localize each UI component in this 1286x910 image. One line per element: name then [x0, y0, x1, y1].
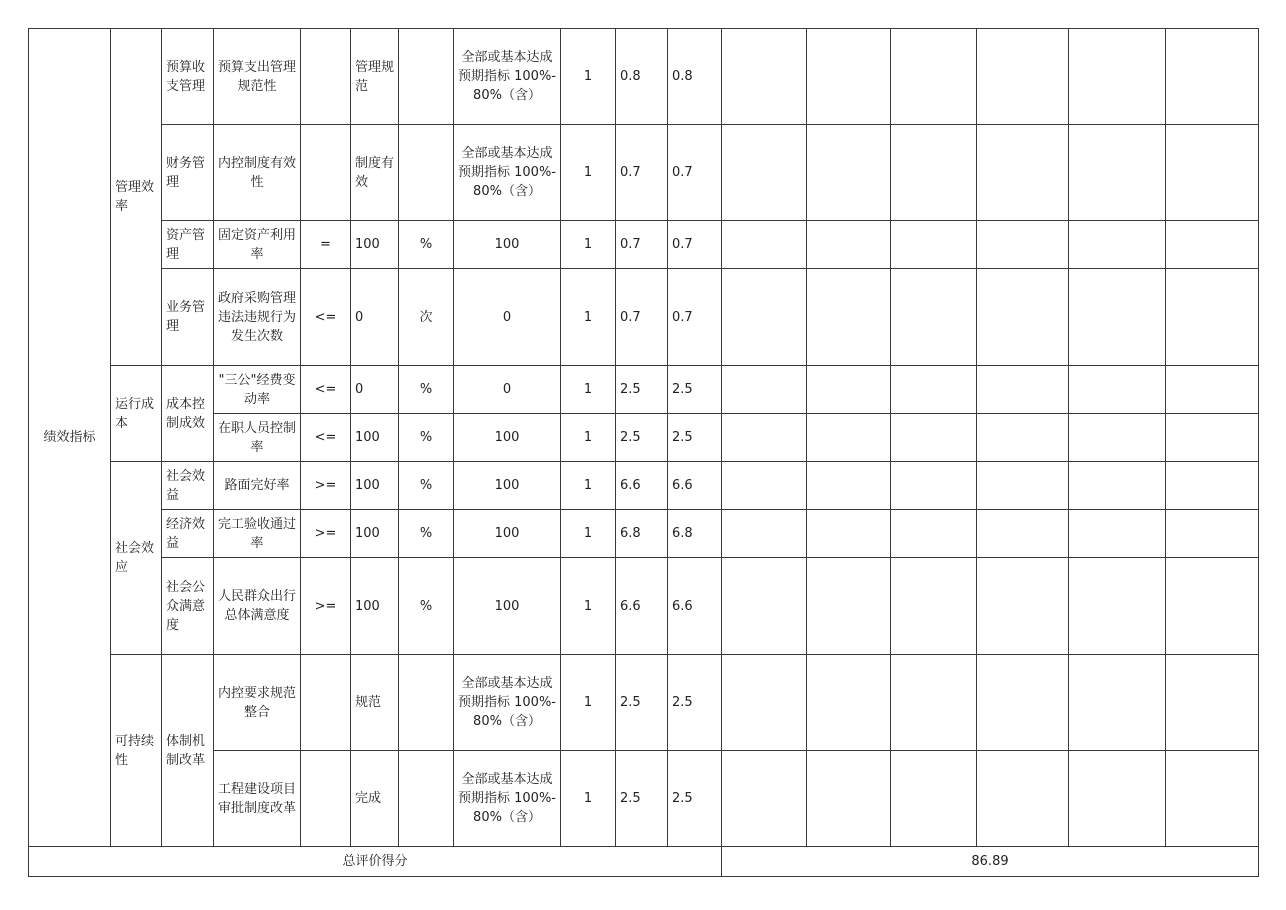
empty-cell: [1069, 125, 1166, 221]
empty-cell: [1069, 366, 1166, 414]
empty-cell: [977, 655, 1069, 751]
empty-cell: [807, 221, 891, 269]
empty-cell: [977, 510, 1069, 558]
actual-value-cell: 100: [454, 558, 561, 655]
score-cell: 0.8: [668, 29, 722, 125]
empty-cell: [977, 221, 1069, 269]
operator-cell: [301, 751, 351, 847]
score-cell: 0.7: [616, 125, 668, 221]
empty-cell: [977, 366, 1069, 414]
unit-cell: %: [399, 366, 454, 414]
actual-value-cell: 全部或基本达成预期指标 100%-80%（含）: [454, 655, 561, 751]
table-row: [29, 558, 1259, 655]
empty-cell: [1166, 29, 1259, 125]
actual-value-cell: 0: [454, 366, 561, 414]
actual-value-cell: 100: [454, 510, 561, 558]
empty-cell: [1069, 655, 1166, 751]
empty-cell: [722, 125, 807, 221]
score-cell: 2.5: [668, 366, 722, 414]
target-value-cell: 100: [351, 221, 399, 269]
empty-cell: [977, 29, 1069, 125]
indicator-name-cell: "三公"经费变动率: [214, 366, 301, 414]
empty-cell: [891, 558, 977, 655]
indicator-name-cell: 人民群众出行总体满意度: [214, 558, 301, 655]
total-label: 总评价得分: [29, 847, 722, 877]
empty-cell: [891, 125, 977, 221]
unit-cell: [399, 125, 454, 221]
empty-cell: [1166, 125, 1259, 221]
weight-cell: 1: [561, 462, 616, 510]
unit-cell: %: [399, 414, 454, 462]
empty-cell: [1166, 221, 1259, 269]
category-cell: 社会效应: [111, 462, 162, 655]
empty-cell: [891, 510, 977, 558]
empty-cell: [977, 125, 1069, 221]
empty-cell: [1069, 510, 1166, 558]
empty-cell: [722, 29, 807, 125]
empty-cell: [722, 414, 807, 462]
empty-cell: [722, 655, 807, 751]
empty-cell: [807, 558, 891, 655]
category-cell: 管理效率: [111, 29, 162, 366]
target-value-cell: 100: [351, 414, 399, 462]
score-cell: 6.6: [616, 558, 668, 655]
operator-cell: [301, 125, 351, 221]
empty-cell: [891, 751, 977, 847]
actual-value-cell: 100: [454, 221, 561, 269]
empty-cell: [891, 462, 977, 510]
empty-cell: [807, 29, 891, 125]
empty-cell: [891, 269, 977, 366]
actual-value-cell: 全部或基本达成预期指标 100%-80%（含）: [454, 125, 561, 221]
indicator-name-cell: 在职人员控制率: [214, 414, 301, 462]
empty-cell: [1166, 269, 1259, 366]
empty-cell: [807, 655, 891, 751]
subcategory-cell: 业务管理: [162, 269, 214, 366]
score-cell: 2.5: [616, 414, 668, 462]
table-row: [29, 462, 1259, 510]
score-cell: 6.6: [668, 558, 722, 655]
empty-cell: [1166, 751, 1259, 847]
weight-cell: 1: [561, 29, 616, 125]
empty-cell: [1069, 462, 1166, 510]
indicator-name-cell: 完工验收通过率: [214, 510, 301, 558]
target-value-cell: 完成: [351, 751, 399, 847]
empty-cell: [1069, 221, 1166, 269]
empty-cell: [1166, 558, 1259, 655]
empty-cell: [807, 414, 891, 462]
score-cell: 2.5: [668, 414, 722, 462]
weight-cell: 1: [561, 558, 616, 655]
subcategory-cell: 社会效益: [162, 462, 214, 510]
empty-cell: [891, 414, 977, 462]
empty-cell: [1069, 751, 1166, 847]
target-value-cell: 规范: [351, 655, 399, 751]
target-value-cell: 0: [351, 269, 399, 366]
subcategory-cell: 财务管理: [162, 125, 214, 221]
score-cell: 6.6: [668, 462, 722, 510]
score-cell: 6.6: [616, 462, 668, 510]
empty-cell: [977, 751, 1069, 847]
empty-cell: [807, 125, 891, 221]
unit-cell: %: [399, 221, 454, 269]
weight-cell: 1: [561, 221, 616, 269]
empty-cell: [722, 366, 807, 414]
subcategory-cell: 社会公众满意度: [162, 558, 214, 655]
indicator-name-cell: 预算支出管理规范性: [214, 29, 301, 125]
table-row: [29, 269, 1259, 366]
score-cell: 2.5: [668, 751, 722, 847]
operator-cell: =: [301, 221, 351, 269]
score-cell: 6.8: [668, 510, 722, 558]
subcategory-cell: 成本控制成效: [162, 366, 214, 462]
empty-cell: [1069, 558, 1166, 655]
score-cell: 0.8: [616, 29, 668, 125]
category-cell: 运行成本: [111, 366, 162, 462]
empty-cell: [722, 221, 807, 269]
table-row: [29, 221, 1259, 269]
indicator-name-cell: 政府采购管理违法违规行为发生次数: [214, 269, 301, 366]
table-row: [29, 29, 1259, 125]
empty-cell: [977, 462, 1069, 510]
total-score: 86.89: [722, 847, 1259, 877]
empty-cell: [891, 29, 977, 125]
category-cell: 可持续性: [111, 655, 162, 847]
table-row: [29, 414, 1259, 462]
actual-value-cell: 全部或基本达成预期指标 100%-80%（含）: [454, 751, 561, 847]
score-cell: 0.7: [668, 221, 722, 269]
empty-cell: [807, 269, 891, 366]
target-value-cell: 0: [351, 366, 399, 414]
actual-value-cell: 100: [454, 414, 561, 462]
empty-cell: [807, 751, 891, 847]
target-value-cell: 100: [351, 462, 399, 510]
table-row: [29, 751, 1259, 847]
indicator-name-cell: 内控制度有效性: [214, 125, 301, 221]
subcategory-cell: 预算收支管理: [162, 29, 214, 125]
score-cell: 6.8: [616, 510, 668, 558]
unit-cell: %: [399, 558, 454, 655]
operator-cell: <=: [301, 414, 351, 462]
empty-cell: [977, 414, 1069, 462]
empty-cell: [722, 751, 807, 847]
empty-cell: [807, 366, 891, 414]
subcategory-cell: 体制机制改革: [162, 655, 214, 847]
empty-cell: [807, 510, 891, 558]
empty-cell: [1069, 414, 1166, 462]
indicator-name-cell: 固定资产利用率: [214, 221, 301, 269]
subcategory-cell: 资产管理: [162, 221, 214, 269]
table-row: [29, 366, 1259, 414]
indicator-name-cell: 工程建设项目审批制度改革: [214, 751, 301, 847]
performance-table: [28, 28, 1259, 877]
weight-cell: 1: [561, 751, 616, 847]
score-cell: 2.5: [668, 655, 722, 751]
score-cell: 0.7: [668, 125, 722, 221]
empty-cell: [977, 558, 1069, 655]
unit-cell: [399, 29, 454, 125]
indicator-name-cell: 路面完好率: [214, 462, 301, 510]
operator-cell: >=: [301, 558, 351, 655]
weight-cell: 1: [561, 510, 616, 558]
score-cell: 0.7: [616, 269, 668, 366]
empty-cell: [977, 269, 1069, 366]
table-row: [29, 125, 1259, 221]
target-value-cell: 100: [351, 510, 399, 558]
actual-value-cell: 100: [454, 462, 561, 510]
score-cell: 2.5: [616, 655, 668, 751]
unit-cell: [399, 751, 454, 847]
target-value-cell: 管理规范: [351, 29, 399, 125]
table-row: [29, 655, 1259, 751]
score-cell: 0.7: [616, 221, 668, 269]
unit-cell: %: [399, 462, 454, 510]
empty-cell: [1069, 269, 1166, 366]
score-cell: 2.5: [616, 366, 668, 414]
subcategory-cell: 经济效益: [162, 510, 214, 558]
weight-cell: 1: [561, 125, 616, 221]
score-cell: 2.5: [616, 751, 668, 847]
empty-cell: [1166, 414, 1259, 462]
operator-cell: <=: [301, 366, 351, 414]
actual-value-cell: 0: [454, 269, 561, 366]
empty-cell: [1069, 29, 1166, 125]
total-row: [29, 847, 1259, 877]
unit-cell: %: [399, 510, 454, 558]
empty-cell: [1166, 366, 1259, 414]
actual-value-cell: 全部或基本达成预期指标 100%-80%（含）: [454, 29, 561, 125]
empty-cell: [1166, 510, 1259, 558]
operator-cell: >=: [301, 510, 351, 558]
target-value-cell: 制度有效: [351, 125, 399, 221]
top-category-cell: 绩效指标: [29, 29, 111, 847]
unit-cell: [399, 655, 454, 751]
weight-cell: 1: [561, 366, 616, 414]
score-cell: 0.7: [668, 269, 722, 366]
weight-cell: 1: [561, 655, 616, 751]
operator-cell: <=: [301, 269, 351, 366]
table-body: [29, 29, 1259, 877]
empty-cell: [891, 221, 977, 269]
operator-cell: [301, 29, 351, 125]
empty-cell: [807, 462, 891, 510]
empty-cell: [891, 366, 977, 414]
indicator-name-cell: 内控要求规范整合: [214, 655, 301, 751]
weight-cell: 1: [561, 269, 616, 366]
empty-cell: [722, 510, 807, 558]
target-value-cell: 100: [351, 558, 399, 655]
operator-cell: [301, 655, 351, 751]
weight-cell: 1: [561, 414, 616, 462]
operator-cell: >=: [301, 462, 351, 510]
empty-cell: [722, 558, 807, 655]
empty-cell: [1166, 655, 1259, 751]
empty-cell: [722, 269, 807, 366]
empty-cell: [1166, 462, 1259, 510]
empty-cell: [891, 655, 977, 751]
empty-cell: [722, 462, 807, 510]
unit-cell: 次: [399, 269, 454, 366]
table-row: [29, 510, 1259, 558]
